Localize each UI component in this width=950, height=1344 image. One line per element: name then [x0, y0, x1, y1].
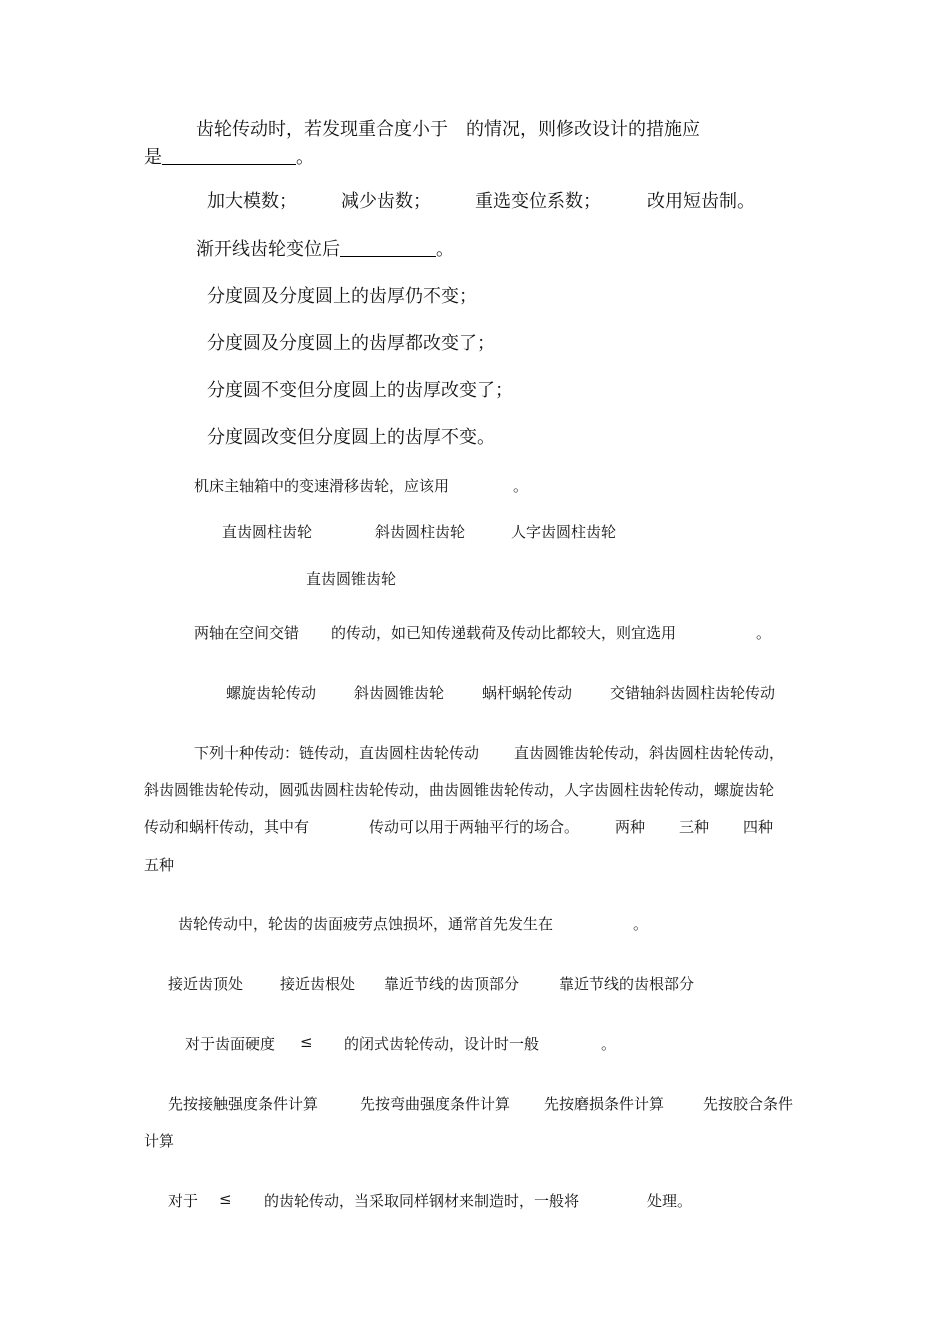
- option: 蜗杆蜗轮传动: [482, 684, 573, 702]
- option: 三种: [679, 818, 710, 836]
- q7-stem-a: 对于齿面硬度: [185, 1035, 276, 1053]
- option: 加大模数；: [207, 191, 297, 212]
- q6-stem: 齿轮传动中，轮齿的齿面疲劳点蚀损坏，通常首先发生在: [178, 915, 554, 933]
- q3-suffix: 。: [513, 477, 529, 495]
- q8-suffix: 处理。: [647, 1192, 693, 1210]
- q4-stem-a: 两轴在空间交错: [194, 624, 300, 642]
- q2-stem: [196, 235, 454, 261]
- option: 改用短齿制。: [647, 191, 755, 212]
- option: 四种: [743, 818, 774, 836]
- q3-stem: 机床主轴箱中的变速滑移齿轮，应该用: [194, 477, 450, 495]
- option: 分度圆不变但分度圆上的齿厚改变了；: [207, 380, 513, 401]
- q2-suffix: 。: [436, 239, 454, 260]
- answer-blank: [340, 238, 436, 257]
- option: 重选变位系数；: [475, 191, 601, 212]
- option: 交错轴斜齿圆柱齿轮传动: [610, 684, 776, 702]
- q5-line3a: 传动和蜗杆传动，其中有: [144, 818, 310, 836]
- q1-prefix: 是: [144, 147, 162, 168]
- option: 分度圆及分度圆上的齿厚仍不变；: [207, 286, 477, 307]
- option: 先按磨损条件计算: [544, 1095, 665, 1113]
- option: 直齿圆柱齿轮: [222, 523, 313, 541]
- q7-suffix: 。: [601, 1035, 617, 1053]
- option: 人字齿圆柱齿轮: [511, 523, 617, 541]
- q1-suffix: 。: [296, 147, 314, 168]
- q7-stem-b: 的闭式齿轮传动，设计时一般: [344, 1035, 540, 1053]
- q8-stem-b: 的齿轮传动，当采取同样钢材来制造时，一般将: [264, 1192, 580, 1210]
- q4-suffix: 。: [756, 624, 772, 642]
- option-wrap: 计算: [144, 1132, 175, 1150]
- q1-stem-line2: [144, 143, 314, 169]
- option: 斜齿圆锥齿轮: [354, 684, 445, 702]
- option: 分度圆改变但分度圆上的齿厚不变。: [207, 427, 495, 448]
- q6-suffix: 。: [633, 915, 649, 933]
- q8-stem-a: 对于: [168, 1192, 199, 1210]
- q4-stem-b: 的传动，如已知传递载荷及传动比都较大，则宜选用: [331, 624, 677, 642]
- option: 先按胶合条件: [703, 1095, 794, 1113]
- option: 接近齿根处: [280, 975, 356, 993]
- q7-leq: ≤: [300, 1033, 313, 1051]
- q1-stem-line1: 齿轮传动时，若发现重合度小于 的情况，则修改设计的措施应: [196, 119, 700, 140]
- q5-line1a: 下列十种传动：链传动，直齿圆柱齿轮传动: [194, 744, 480, 762]
- q5-line3b: 传动可以用于两轴平行的场合。: [369, 818, 580, 836]
- option: 螺旋齿轮传动: [226, 684, 317, 702]
- q2-stem-text: 渐开线齿轮变位后: [196, 239, 340, 260]
- option: 靠近节线的齿根部分: [559, 975, 695, 993]
- option: 接近齿顶处: [168, 975, 244, 993]
- option: 直齿圆锥齿轮: [306, 570, 397, 588]
- answer-blank: [162, 146, 296, 165]
- option: 减少齿数；: [341, 191, 431, 212]
- option: 先按接触强度条件计算: [168, 1095, 319, 1113]
- option: 五种: [144, 856, 175, 874]
- option: 分度圆及分度圆上的齿厚都改变了；: [207, 333, 495, 354]
- option: 两种: [615, 818, 646, 836]
- option: 靠近节线的齿顶部分: [384, 975, 520, 993]
- q5-line2: 斜齿圆锥齿轮传动，圆弧齿圆柱齿轮传动，曲齿圆锥齿轮传动，人字齿圆柱齿轮传动，螺旋齿轮: [144, 781, 775, 799]
- option: 斜齿圆柱齿轮: [375, 523, 466, 541]
- q8-leq: ≤: [219, 1190, 232, 1208]
- option: 先按弯曲强度条件计算: [360, 1095, 511, 1113]
- q5-line1b: 直齿圆锥齿轮传动，斜齿圆柱齿轮传动，: [514, 744, 785, 762]
